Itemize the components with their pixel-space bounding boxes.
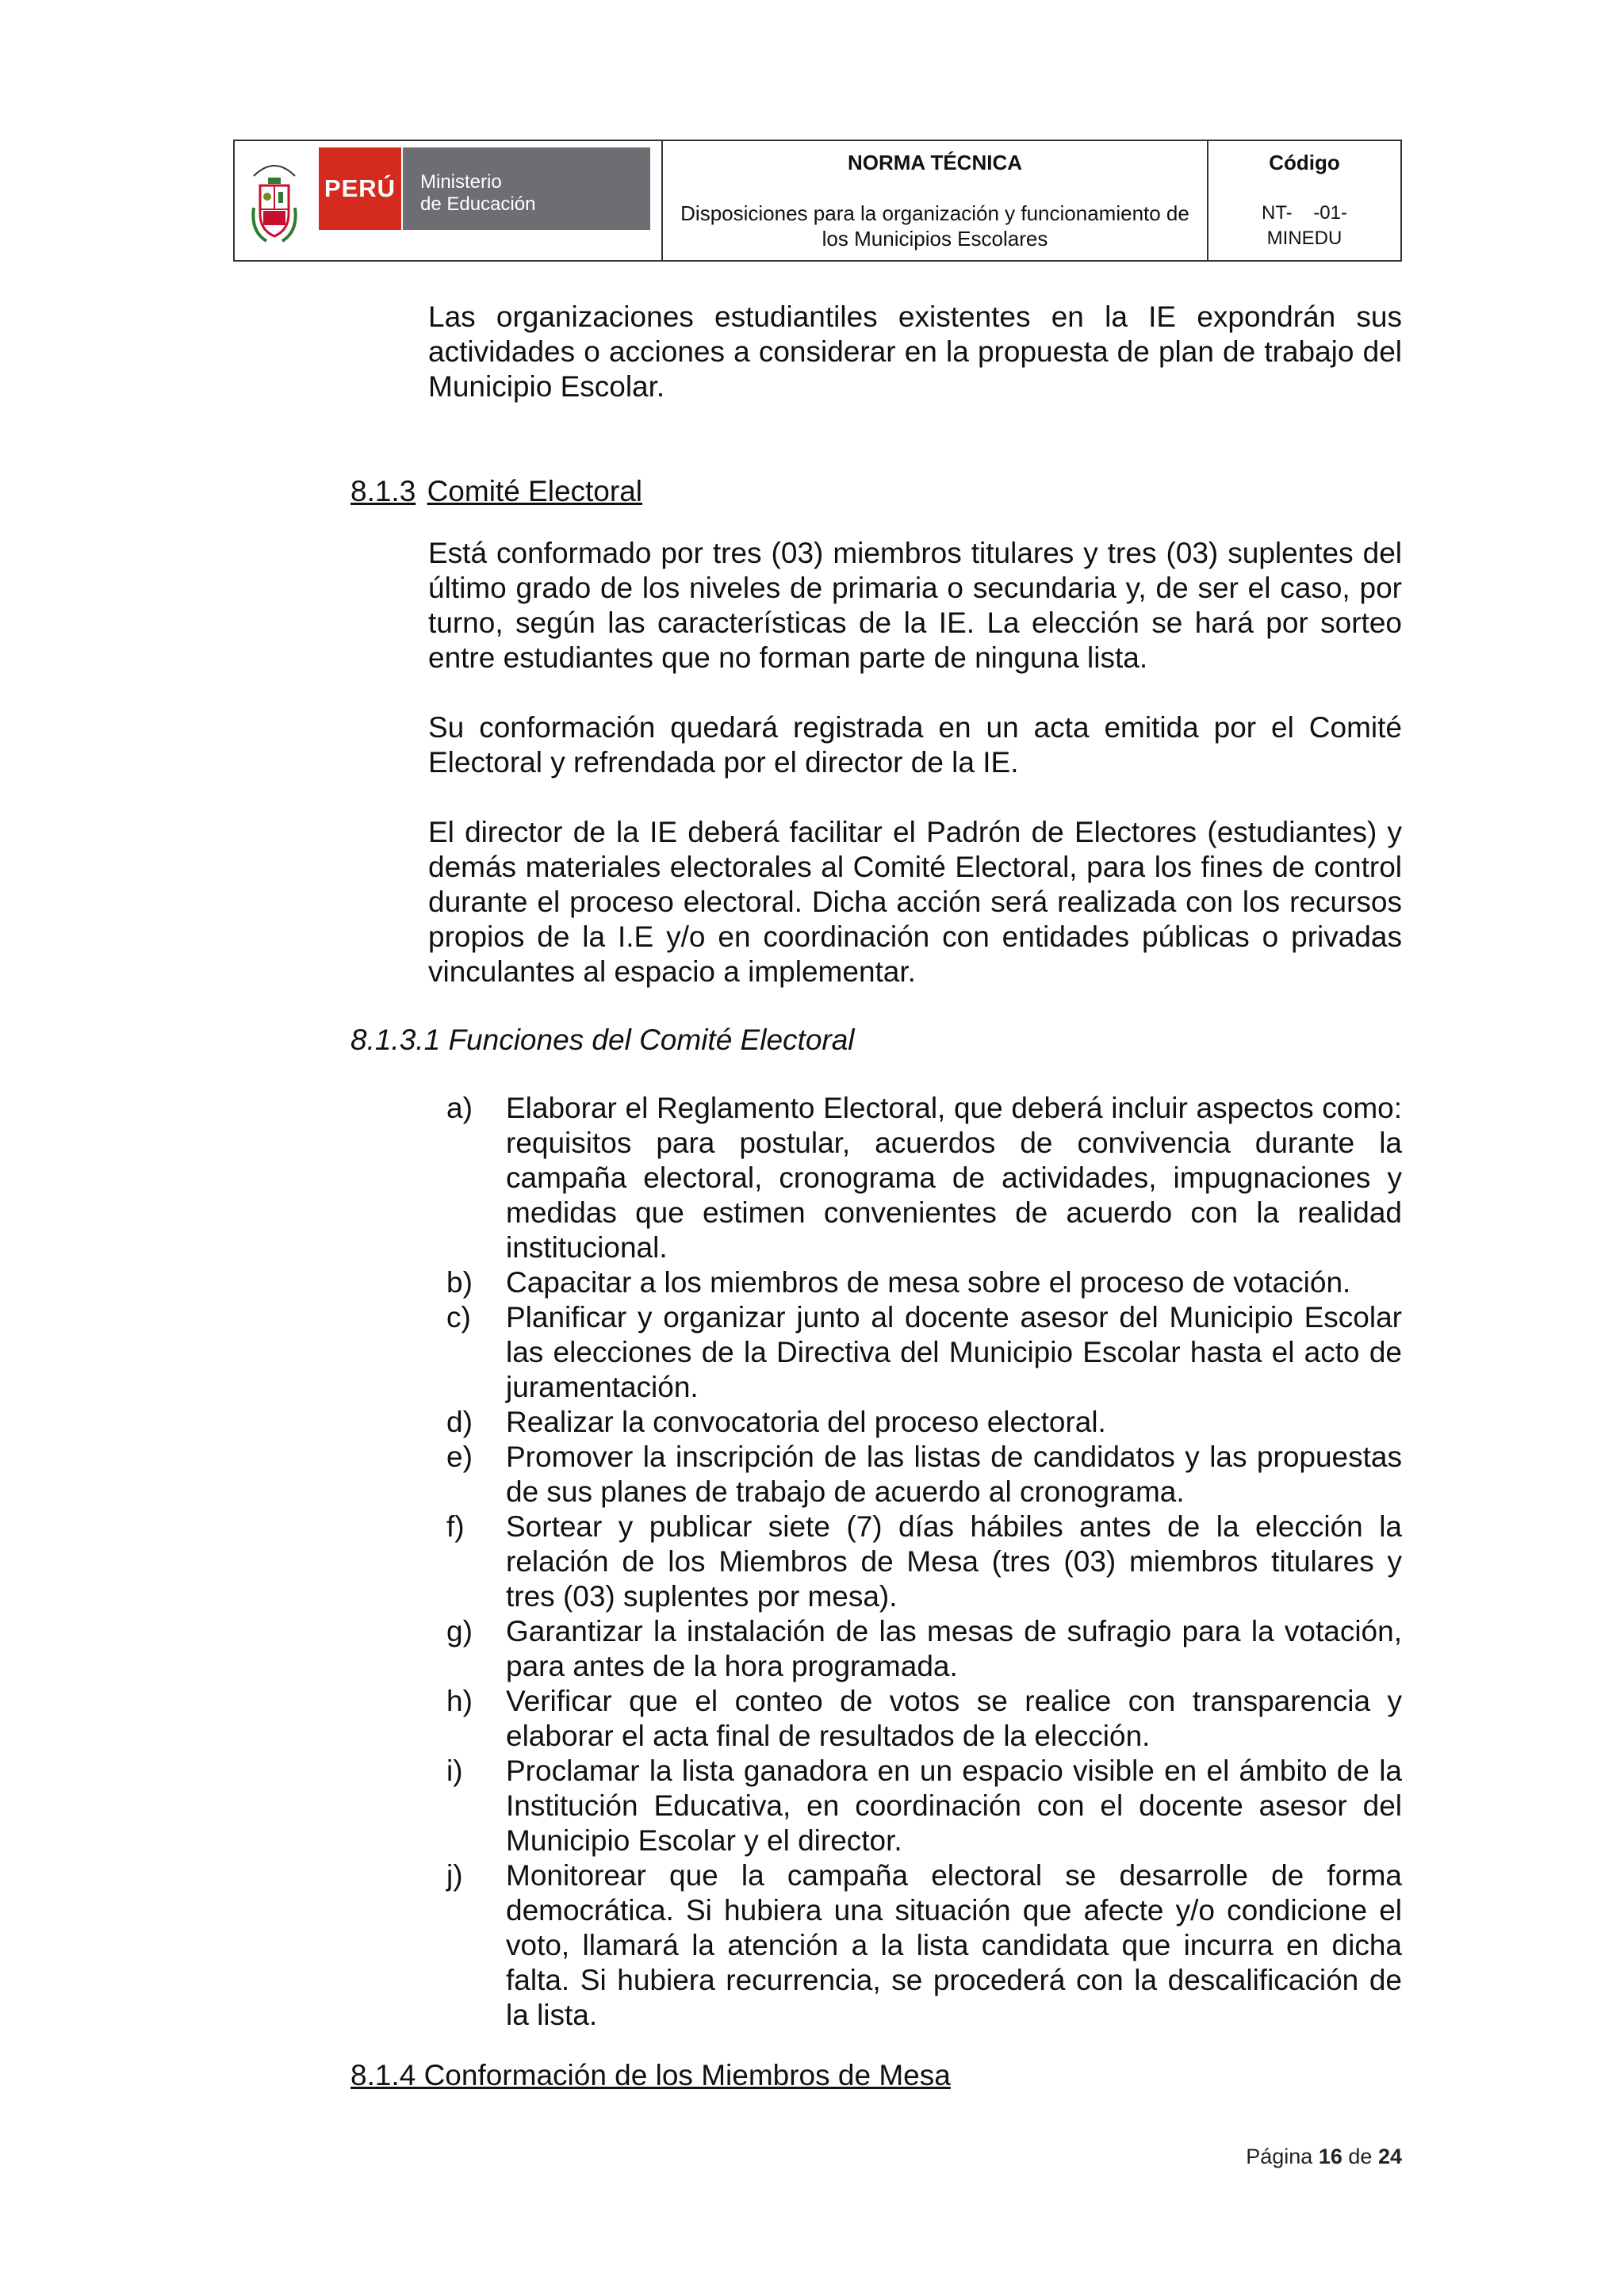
section-8-1-3-paragraph-2: Su conformación quedará registrada en un acta emitida por el Comité Electoral y refrendada por el director de la IE.: [428, 711, 1402, 779]
list-marker: j): [446, 1859, 463, 1892]
page-word: Página: [1246, 2145, 1313, 2168]
page-of: de: [1348, 2145, 1373, 2168]
ministry-name-line2: de Educación: [420, 193, 536, 215]
list-item: [446, 1684, 1402, 1754]
list-marker: f): [446, 1510, 465, 1543]
code-label: Código: [1269, 151, 1340, 174]
list-marker: g): [446, 1615, 473, 1647]
section-8-1-3-1-title: Funciones del Comité Electoral: [448, 1024, 855, 1056]
list-marker: e): [446, 1441, 473, 1473]
list-item-text: Realizar la convocatoria del proceso electoral.: [506, 1406, 1106, 1438]
list-marker: a): [446, 1092, 473, 1124]
intro-paragraph: Las organizaciones estudiantiles existentes en la IE expondrán sus actividades o acciones a considerar en la propuesta de plan de trabajo del Municipio Escolar.: [428, 300, 1402, 403]
section-8-1-3-1-heading: [350, 1023, 855, 1058]
code-value-line2: MINEDU: [1266, 228, 1342, 249]
page-total: 24: [1377, 2145, 1402, 2168]
page-current: 16: [1318, 2145, 1342, 2168]
list-marker: c): [446, 1301, 471, 1334]
list-item-text: Proclamar la lista ganadora en un espacio visible en el ámbito de la Institución Educativa, en coordinación con el docente asesor del Municipio Escolar y el director.: [506, 1755, 1402, 1857]
section-8-1-3-paragraph-1: Está conformado por tres (03) miembros titulares y tres (03) suplentes del último grado de los niveles de primaria o secundaria y, de ser el caso, por turno, según las características de la IE. La elección se hará por sorteo entre estudiantes que no forman parte de ninguna lista.: [428, 537, 1402, 674]
list-item: [446, 1754, 1402, 1858]
list-item-text: Sortear y publicar siete (7) días hábiles antes de la elección la relación de los Miembros de Mesa (tres (03) miembros titulares y tres (03) suplentes por mesa).: [506, 1510, 1402, 1613]
list-item: [446, 1858, 1402, 2033]
list-item-text: Promover la inscripción de las listas de candidatos y las propuestas de sus planes de trabajo de acuerdo al cronograma.: [506, 1441, 1402, 1508]
document-header-table: [233, 140, 1402, 262]
list-item-text: Verificar que el conteo de votos se realice con transparencia y elaborar el acta final de resultados de la elección.: [506, 1685, 1402, 1752]
header-logo-cell: [235, 141, 663, 260]
section-8-1-4-title: 8.1.4 Conformación de los Miembros de Mesa: [350, 2059, 951, 2091]
list-marker: i): [446, 1755, 463, 1787]
list-item-text: Monitorear que la campaña electoral se desarrolle de forma democrática. Si hubiera una situación que afecte y/o condicione el voto, llamará la atención a la lista candidata que incurra en dicha falta. Si hubiera recurrencia, se procederá con la descalificación de la lista.: [506, 1859, 1402, 2031]
page-number: [1246, 2145, 1402, 2169]
section-8-1-3-heading: [350, 474, 642, 509]
list-item: [446, 1510, 1402, 1614]
header-title-cell: [663, 141, 1208, 260]
list-item: [446, 1440, 1402, 1510]
document-type-title: NORMA TÉCNICA: [847, 151, 1023, 174]
section-8-1-3-title: Comité Electoral: [427, 475, 643, 507]
section-8-1-4-heading: [350, 2058, 951, 2093]
code-value-line1: NT- -01-: [1261, 202, 1347, 224]
list-item-text: Garantizar la instalación de las mesas de sufragio para la votación, para antes de la hora programada.: [506, 1615, 1402, 1682]
section-8-1-3-number: 8.1.3: [350, 475, 416, 507]
coat-of-arms-icon: [249, 152, 300, 251]
list-item-text: Elaborar el Reglamento Electoral, que deberá incluir aspectos como: requisitos para postular, acuerdos de convivencia durante la campaña electoral, cronograma de actividades, impugnaciones y medidas que estimen convenientes de acuerdo con la realidad institucional.: [506, 1092, 1402, 1264]
document-subtitle: Disposiciones para la organización y funcionamiento de los Municipios Escolares: [680, 201, 1189, 251]
header-code-cell: [1208, 141, 1400, 260]
list-item: [446, 1300, 1402, 1405]
list-item-text: Planificar y organizar junto al docente asesor del Municipio Escolar las elecciones de la Directiva del Municipio Escolar hasta el acto de juramentación.: [506, 1301, 1402, 1403]
list-item: [446, 1091, 1402, 1265]
list-item-text: Capacitar a los miembros de mesa sobre el proceso de votación.: [506, 1266, 1351, 1299]
functions-list: [446, 1091, 1402, 2033]
list-item: [446, 1265, 1402, 1300]
peru-brand-box: PERÚ: [319, 147, 401, 230]
section-8-1-3-paragraph-3: El director de la IE deberá facilitar el Padrón de Electores (estudiantes) y demás materiales electorales al Comité Electoral, para los fines de control durante el proceso electoral. Dicha acción será realizada con los recursos propios de la I.E y/o en coordinación con entidades públicas o privadas vinculantes al espacio a implementar.: [428, 816, 1402, 988]
section-8-1-3-1-number: 8.1.3.1: [350, 1024, 441, 1056]
list-marker: d): [446, 1406, 473, 1438]
code-value: [1208, 201, 1400, 251]
ministry-name-line1: Ministerio: [420, 171, 502, 193]
list-marker: b): [446, 1266, 473, 1299]
list-item: [446, 1405, 1402, 1440]
list-marker: h): [446, 1685, 473, 1717]
list-item: [446, 1614, 1402, 1684]
ministry-brand-box: [403, 147, 650, 230]
